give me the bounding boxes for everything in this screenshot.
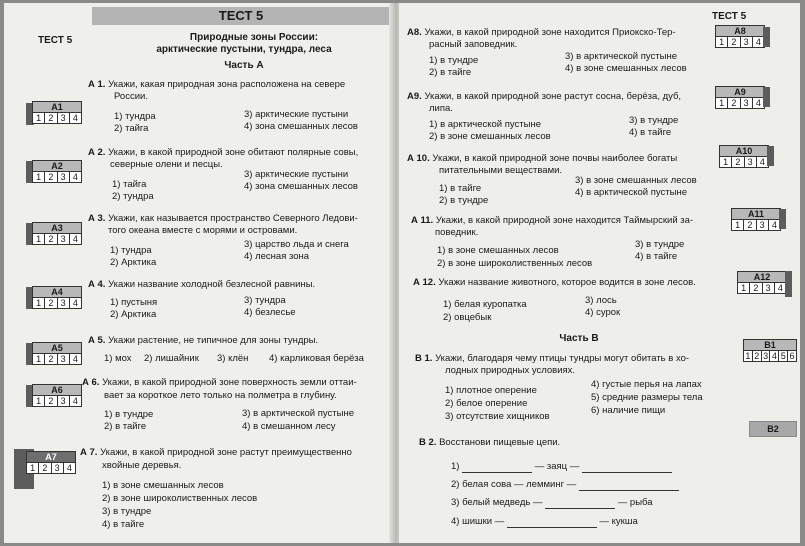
answer-box-label: А7 <box>27 452 75 463</box>
answer-cell[interactable]: 3 <box>58 298 70 308</box>
option[interactable]: 1) в тундре <box>429 55 479 66</box>
food-chain-2 <box>451 479 679 491</box>
question-text: Укажи, какая природная зона расположена на севере <box>108 79 346 90</box>
question-number: А 10. <box>407 153 430 164</box>
question-text: Укажи, как называется пространство Северного Ледови- <box>108 213 358 224</box>
option[interactable]: 4) зона смешанных лесов <box>244 121 358 132</box>
question-number: А 12. <box>413 277 436 288</box>
option[interactable]: 2) тайга <box>114 123 149 134</box>
option[interactable]: 4) в смешанном лесу <box>242 421 336 432</box>
question-b1 <box>415 353 735 365</box>
question-number: А 2. <box>88 147 106 158</box>
answer-box-a1[interactable] <box>32 101 82 124</box>
question-text: Укажи, благодаря чему птицы тундры могут обитать в хо- <box>435 353 690 364</box>
option[interactable]: 2) в зоне широколиственных лесов <box>102 493 258 504</box>
answer-cell[interactable]: 2 <box>45 234 57 244</box>
option[interactable]: 2) белое оперение <box>445 398 528 409</box>
answer-cell[interactable]: 1 <box>33 396 45 406</box>
answer-box-a3[interactable] <box>32 222 82 245</box>
option[interactable]: 5) средние размеры тела <box>591 392 703 403</box>
option[interactable]: 1) тундра <box>110 245 152 256</box>
answer-box-label: А8 <box>716 26 764 37</box>
question-a7 <box>80 447 390 459</box>
option[interactable]: 3) лось <box>585 295 617 306</box>
answer-box-b2[interactable] <box>749 421 797 437</box>
answer-cell[interactable]: 4 <box>759 157 765 167</box>
option[interactable]: 1) в тундре <box>104 409 154 420</box>
option[interactable]: 1) тайга <box>112 179 147 190</box>
ribbon-a12 <box>785 271 792 297</box>
answer-box-label: А9 <box>716 87 764 98</box>
question-text-cont: расный заповедник. <box>429 39 518 50</box>
chain-middle: — заяц — <box>534 461 580 472</box>
option[interactable]: 3) в арктической пустыне <box>565 51 677 62</box>
answer-cell[interactable]: 2 <box>45 113 57 123</box>
question-text-cont: вает за короткое лето только на полметра в глубину. <box>104 390 337 401</box>
answer-box-label: А6 <box>33 385 81 396</box>
answer-blank[interactable] <box>545 499 615 509</box>
answer-cell[interactable]: 1 <box>33 354 45 364</box>
answer-cell[interactable]: 1 <box>720 157 732 167</box>
ribbon-a11 <box>779 209 786 229</box>
ribbon-a8 <box>763 27 770 47</box>
question-text: Укажи, в какой природной зоне почвы наиболее богаты <box>432 153 678 164</box>
question-a8 <box>407 27 707 39</box>
option[interactable]: 4) в тайге <box>102 519 145 530</box>
option[interactable]: 1) белая куропатка <box>443 299 527 310</box>
question-a12 <box>413 277 733 289</box>
answer-cell[interactable]: 4 <box>770 351 779 361</box>
answer-box-a9[interactable] <box>715 86 765 109</box>
option[interactable]: 3) царство льда и снега <box>244 239 349 250</box>
answer-cell[interactable]: 2 <box>39 463 51 473</box>
answer-cell[interactable]: 3 <box>58 234 70 244</box>
question-text: Укажи, в какой природной зоне растут преимущественно <box>100 447 352 458</box>
food-chain-3 <box>451 497 653 509</box>
option[interactable]: 1) мох <box>104 353 132 364</box>
answer-cell[interactable]: 3 <box>741 37 753 47</box>
option[interactable]: 4) карликовая берёза <box>269 353 364 364</box>
question-text-cont: лодных природных условиях. <box>445 365 576 376</box>
option[interactable]: 3) в арктической пустыне <box>242 408 354 419</box>
option[interactable]: 4) в арктической пустыне <box>575 187 687 198</box>
answer-cell[interactable]: 3 <box>741 98 753 108</box>
option[interactable]: 1) пустыня <box>110 297 158 308</box>
answer-blank[interactable] <box>462 463 532 473</box>
chain-start: 1) <box>451 461 460 472</box>
answer-box-b1[interactable] <box>743 339 797 362</box>
option[interactable]: 2) овцебык <box>443 312 492 323</box>
option[interactable]: 1) в зоне смешанных лесов <box>437 245 559 256</box>
chain-middle: — кукша <box>599 516 638 527</box>
question-text-cont: северные олени и песцы. <box>110 159 223 170</box>
answer-cell[interactable]: 3 <box>52 463 64 473</box>
answer-blank[interactable] <box>507 518 597 528</box>
option[interactable]: 4) зона смешанных лесов <box>244 181 358 192</box>
answer-cell[interactable]: 3 <box>745 157 757 167</box>
question-text-cont: питательными веществами. <box>439 165 563 176</box>
answer-cell[interactable]: 1 <box>33 298 45 308</box>
chain-start: 2) белая сова — лемминг — <box>451 479 577 490</box>
question-number: А 11. <box>411 215 434 226</box>
question-number: В 1. <box>415 353 433 364</box>
option[interactable]: 4) в зоне смешанных лесов <box>565 63 687 74</box>
answer-cell[interactable]: 1 <box>33 172 45 182</box>
chain-start: 3) белый медведь — <box>451 497 543 508</box>
answer-box-a4[interactable] <box>32 286 82 309</box>
option[interactable]: 2) Арктика <box>110 257 157 268</box>
question-b2 <box>419 437 739 449</box>
answer-cell[interactable]: 3 <box>763 283 775 293</box>
answer-cell[interactable]: 3 <box>58 396 70 406</box>
answer-cell[interactable]: 1 <box>744 351 753 361</box>
food-chain-4 <box>451 516 638 528</box>
answer-cell[interactable]: 2 <box>728 98 740 108</box>
answer-cell[interactable]: 4 <box>755 37 761 47</box>
answer-cell[interactable]: 3 <box>58 172 70 182</box>
answer-cell[interactable]: 1 <box>738 283 750 293</box>
test-title: ТЕСТ 5 <box>92 7 390 25</box>
answer-cell[interactable]: 3 <box>58 113 70 123</box>
answer-box-label: А4 <box>33 287 81 298</box>
right-sidebar-title: ТЕСТ 5 <box>712 11 747 22</box>
question-text: Укажи, в какой природной зоне растут сосна, берёза, дуб, <box>424 91 682 102</box>
option[interactable]: 3) в тундре <box>635 239 685 250</box>
question-text-cont: поведник. <box>435 227 479 238</box>
question-number: А9. <box>407 91 422 102</box>
option[interactable]: 4) сурок <box>585 307 621 318</box>
answer-box-a7[interactable] <box>26 451 76 474</box>
answer-cell[interactable]: 4 <box>72 396 78 406</box>
option[interactable]: 2) тундра <box>112 191 154 202</box>
topic-line-2: арктические пустыни, тундра, леса <box>156 44 332 55</box>
answer-cell[interactable]: 6 <box>789 351 795 361</box>
question-a9 <box>407 91 707 103</box>
answer-box-label: В1 <box>744 340 796 351</box>
question-text: Укажи название холодной безлесной равнины. <box>108 279 316 290</box>
answer-box-label: А10 <box>720 146 768 157</box>
question-text: Укажи название животного, которое водится в зоне лесов. <box>438 277 696 288</box>
left-page <box>4 3 397 543</box>
question-a10 <box>407 153 717 165</box>
option[interactable]: 4) в тайге <box>629 127 672 138</box>
answer-box-a6[interactable] <box>32 384 82 407</box>
question-a11 <box>411 215 721 227</box>
answer-cell[interactable]: 2 <box>728 37 740 47</box>
answer-cell[interactable]: 1 <box>716 98 728 108</box>
answer-box-label: А2 <box>33 161 81 172</box>
answer-box-label: А1 <box>33 102 81 113</box>
answer-cell[interactable]: 1 <box>716 37 728 47</box>
option[interactable]: 4) в тайге <box>635 251 678 262</box>
question-number: А 7. <box>80 447 98 458</box>
answer-cell[interactable]: 1 <box>732 220 744 230</box>
answer-box-a10[interactable] <box>719 145 769 168</box>
answer-cell[interactable]: 2 <box>750 283 762 293</box>
answer-blank[interactable] <box>582 463 672 473</box>
option[interactable]: 1) тундра <box>114 111 156 122</box>
answer-box-a12[interactable] <box>737 271 787 294</box>
answer-cell[interactable]: 3 <box>762 351 771 361</box>
left-sidebar-title: ТЕСТ 5 <box>38 35 73 46</box>
answer-cell[interactable]: 2 <box>744 220 756 230</box>
question-text: Укажи, в какой природной зоне поверхность земли оттаи- <box>102 377 357 388</box>
option[interactable]: 1) в зоне смешанных лесов <box>102 480 224 491</box>
option[interactable]: 3) арктические пустыни <box>244 169 349 180</box>
question-number: А 4. <box>88 279 106 290</box>
answer-box-a5[interactable] <box>32 342 82 365</box>
option[interactable]: 3) клён <box>217 353 249 364</box>
part-b-heading: Часть В <box>559 333 599 344</box>
topic-line-1: Природные зоны России: <box>189 32 319 43</box>
answer-box-label: А5 <box>33 343 81 354</box>
answer-blank[interactable] <box>579 481 679 491</box>
option[interactable]: 1) в арктической пустыне <box>429 119 541 130</box>
option[interactable]: 2) в тайге <box>104 421 147 432</box>
answer-cell[interactable]: 4 <box>72 234 78 244</box>
question-a6 <box>82 377 392 389</box>
answer-cell[interactable]: 2 <box>45 396 57 406</box>
option[interactable]: 2) в зоне смешанных лесов <box>429 131 551 142</box>
question-a4 <box>88 279 388 291</box>
answer-cell[interactable]: 2 <box>45 172 57 182</box>
option[interactable]: 3) тундра <box>244 295 286 306</box>
answer-cell[interactable]: 4 <box>777 283 783 293</box>
answer-box-label: А3 <box>33 223 81 234</box>
answer-box-a11[interactable] <box>731 208 781 231</box>
ribbon-a9 <box>763 87 770 107</box>
answer-cell[interactable]: 4 <box>72 172 78 182</box>
answer-cell[interactable]: 3 <box>757 220 769 230</box>
answer-cell[interactable]: 2 <box>45 354 57 364</box>
answer-cell[interactable]: 5 <box>779 351 788 361</box>
answer-cell[interactable]: 4 <box>72 298 78 308</box>
answer-cell[interactable]: 1 <box>33 113 45 123</box>
question-number: А 3. <box>88 213 106 224</box>
option[interactable]: 3) в зоне смешанных лесов <box>575 175 697 186</box>
answer-cell[interactable]: 2 <box>45 298 57 308</box>
question-text: Укажи, в какой природной зоне обитают полярные совы, <box>108 147 359 158</box>
ribbon-a10 <box>767 146 774 166</box>
question-number: А 6. <box>82 377 100 388</box>
right-page <box>399 3 800 543</box>
answer-cell[interactable]: 4 <box>66 463 72 473</box>
question-text: Восстанови пищевые цепи. <box>439 437 561 448</box>
answer-cell[interactable]: 4 <box>72 113 78 123</box>
option[interactable]: 4) безлесье <box>244 307 296 318</box>
option[interactable]: 3) арктические пустыни <box>244 109 349 120</box>
answer-cell[interactable]: 4 <box>72 354 78 364</box>
answer-cell[interactable]: 1 <box>27 463 39 473</box>
question-text-cont: липа. <box>429 103 453 114</box>
question-number: А 5. <box>88 335 106 346</box>
question-a3 <box>88 213 388 225</box>
question-text: Укажи, в какой природной зоне находится Приокско-Тер- <box>424 27 676 38</box>
answer-box-label: В2 <box>750 422 796 436</box>
question-number: А8. <box>407 27 422 38</box>
answer-box-label: А11 <box>732 209 780 220</box>
chain-middle: — рыба <box>617 497 653 508</box>
question-a1 <box>88 79 388 91</box>
part-a-heading: Часть А <box>224 60 264 71</box>
option[interactable]: 1) в тайге <box>439 183 482 194</box>
option[interactable]: 4) густые перья на лапах <box>591 379 702 390</box>
option[interactable]: 2) в тайге <box>429 67 472 78</box>
option[interactable]: 2) в зоне широколиственных лесов <box>437 258 593 269</box>
option[interactable]: 2) в тундре <box>439 195 489 206</box>
question-number: В 2. <box>419 437 437 448</box>
option[interactable]: 3) в тундре <box>102 506 152 517</box>
book-spread <box>4 3 800 543</box>
question-text: Укажи, в какой природной зоне находится Таймырский за- <box>435 215 694 226</box>
answer-cell[interactable]: 1 <box>33 234 45 244</box>
option[interactable]: 6) наличие пищи <box>591 405 666 416</box>
question-text: Укажи растение, не типичное для зоны тундры. <box>108 335 319 346</box>
answer-cell[interactable]: 4 <box>771 220 777 230</box>
answer-box-a2[interactable] <box>32 160 82 183</box>
answer-box-label: А12 <box>738 272 786 283</box>
answer-cell[interactable]: 2 <box>732 157 744 167</box>
answer-box-a8[interactable] <box>715 25 765 48</box>
option[interactable]: 1) плотное оперение <box>445 385 537 396</box>
question-a2 <box>88 147 388 159</box>
option[interactable]: 4) лесная зона <box>244 251 310 262</box>
question-text-cont: того океана вместе с морями и островами. <box>108 225 298 236</box>
food-chain-1 <box>451 461 672 473</box>
answer-cell[interactable]: 2 <box>753 351 762 361</box>
answer-cell[interactable]: 3 <box>58 354 70 364</box>
option[interactable]: 2) Арктика <box>110 309 157 320</box>
option[interactable]: 2) лишайник <box>144 353 199 364</box>
question-a5 <box>88 335 388 347</box>
answer-cell[interactable]: 4 <box>755 98 761 108</box>
question-text-cont: хвойные деревья. <box>102 460 182 471</box>
question-number: А 1. <box>88 79 106 90</box>
question-text-cont: России. <box>114 91 148 102</box>
option[interactable]: 3) в тундре <box>629 115 679 126</box>
option[interactable]: 3) отсутствие хищников <box>445 411 550 422</box>
chain-start: 4) шишки — <box>451 516 505 527</box>
